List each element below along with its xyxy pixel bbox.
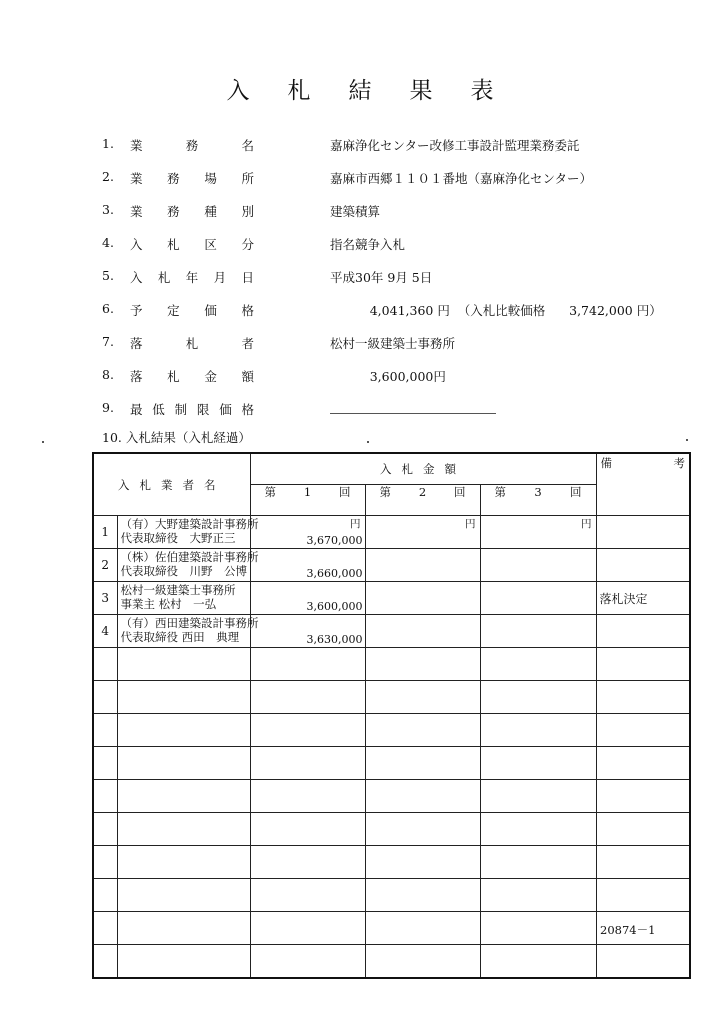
bidder-name [117,780,250,813]
round-1-amount: 3,670,000 円 [250,516,365,549]
round-2-amount [365,615,480,648]
item-label: 業 務 種 別 [130,204,254,219]
round-2-amount: 円 [365,516,480,549]
note-cell: 落札決定 [596,582,690,615]
note-cell [596,516,690,549]
bidder-name [117,747,250,780]
item-label: 業 務 場 所 [130,171,254,186]
row-index [93,813,117,846]
note-cell [596,549,690,582]
round-1-header: 第 1 回 [250,485,365,516]
round-3-amount [480,648,596,681]
bidder-name [117,912,250,945]
item-business-place [102,169,702,189]
bidder-name [117,681,250,714]
round-2-amount [365,648,480,681]
round-2-amount [365,714,480,747]
item-minimum-price [102,400,702,420]
note-cell [596,681,690,714]
round-3-amount: 円 [480,516,596,549]
row-index [93,681,117,714]
item-number: 5. [102,268,114,283]
item-label: 入 札 年 月 日 [130,270,254,285]
scan-speck [686,439,688,441]
item-number: 3. [102,202,114,217]
item-winning-amount [102,367,702,387]
table-row [93,582,690,615]
row-index: 2 [93,549,117,582]
round-2-header: 第 2 回 [365,485,480,516]
round-2-amount [365,846,480,879]
round-3-amount [480,681,596,714]
round-2-amount [365,813,480,846]
item-value: 4,041,360 円 （入札比較価格 3,742,000 円） [330,303,662,318]
item-value: 建築積算 [330,204,381,219]
note-cell [596,813,690,846]
item-number: 9. [102,400,114,415]
item-label: 入 札 区 分 [130,237,254,252]
note-cell [596,648,690,681]
row-index [93,846,117,879]
item-planned-price [102,301,702,321]
round-1-amount [250,714,365,747]
item-number: 8. [102,367,114,382]
blank-dash-line [330,413,496,414]
note-header: 備 考 [596,453,690,516]
round-1-amount: 3,660,000 [250,549,365,582]
table-row [93,516,690,549]
table-row [93,648,690,681]
item-label: 業 務 名 [130,138,254,153]
round-2-amount [365,879,480,912]
round-3-amount [480,549,596,582]
row-index [93,747,117,780]
item-value: 嘉麻市西郷１１０１番地（嘉麻浄化センター） [330,171,593,186]
row-index: 4 [93,615,117,648]
bidder-name-header: 入札業者名 [93,453,250,516]
row-index [93,879,117,912]
item-number: 1. [102,136,114,151]
round-1-amount [250,945,365,979]
item-business-type [102,202,702,222]
item-value: 嘉麻浄化センター改修工事設計監理業務委託 [330,138,580,153]
bidder-name [117,945,250,979]
round-1-amount [250,813,365,846]
row-index [93,648,117,681]
row-index: 3 [93,582,117,615]
round-3-amount [480,846,596,879]
document-number: 20874－1 [600,923,656,937]
table-header-row [93,453,690,485]
bidder-name: （株）佐伯建築設計事務所 代表取締役 川野 公博 [117,549,250,582]
round-3-amount [480,945,596,979]
bidder-name [117,714,250,747]
note-cell [596,780,690,813]
bidder-name: （有）大野建築設計事務所 代表取締役 大野正三 [117,516,250,549]
bidder-name: （有）西田建築設計事務所 代表取締役 西田 典理 [117,615,250,648]
round-1-amount: 3,600,000 [250,582,365,615]
item-number: 7. [102,334,114,349]
round-1-amount [250,912,365,945]
bidder-name [117,648,250,681]
round-3-amount [480,813,596,846]
row-index [93,945,117,979]
row-index: 1 [93,516,117,549]
round-1-amount [250,648,365,681]
item-business-name [102,136,702,156]
item-value: 松村一級建築士事務所 [330,336,456,351]
round-3-amount [480,714,596,747]
table-row [93,681,690,714]
table-row [93,780,690,813]
note-cell [596,945,690,979]
round-3-amount [480,780,596,813]
page-title: 入札結果表 [226,78,532,104]
note-cell [596,846,690,879]
bid-amount-header: 入札金額 [250,453,596,485]
round-2-amount [365,747,480,780]
round-3-amount [480,615,596,648]
item-label: 落 札 金 額 [130,369,254,384]
item-label: 予 定 価 格 [130,303,254,318]
item-number: 4. [102,235,114,250]
table-row [93,813,690,846]
item-number: 6. [102,301,114,316]
note-cell [596,714,690,747]
bidder-name: 松村一級建築士事務所 事業主 松村 一弘 [117,582,250,615]
row-index [93,714,117,747]
round-2-amount [365,780,480,813]
table-row [93,879,690,912]
item-number: 2. [102,169,114,184]
table-row [93,846,690,879]
round-2-amount [365,549,480,582]
table-row [93,747,690,780]
round-1-amount [250,879,365,912]
item-label: 最 低 制 限 価 格 [130,402,254,417]
round-1-amount [250,846,365,879]
item-value: 3,600,000円 [330,369,446,384]
item-value [330,400,496,415]
row-index [93,912,117,945]
item-winning-bidder [102,334,702,354]
item-bid-category [102,235,702,255]
round-1-amount: 3,630,000 [250,615,365,648]
note-cell [596,879,690,912]
round-3-amount [480,879,596,912]
note-cell [596,615,690,648]
round-3-amount [480,747,596,780]
table-row [93,549,690,582]
table-row [93,615,690,648]
round-2-amount [365,681,480,714]
bidder-name [117,879,250,912]
round-1-amount [250,681,365,714]
round-2-amount [365,582,480,615]
round-1-amount [250,747,365,780]
note-cell [596,747,690,780]
round-3-amount [480,912,596,945]
row-index [93,780,117,813]
scan-speck [42,441,44,443]
item-value: 指名競争入札 [330,237,406,252]
table-row [93,945,690,979]
table-row [93,714,690,747]
round-2-amount [365,945,480,979]
item-bid-date [102,268,702,288]
round-1-amount [250,780,365,813]
round-3-amount [480,582,596,615]
bidder-name [117,846,250,879]
item-value: 平成30年 9月 5日 [330,270,433,285]
round-2-amount [365,912,480,945]
scan-speck [367,441,369,443]
item-label: 落 札 者 [130,336,254,351]
round-3-header: 第 3 回 [480,485,596,516]
item-bid-results-heading: 10. 入札結果（入札経過） [102,430,251,445]
bid-results-table [92,452,691,979]
bidder-name [117,813,250,846]
